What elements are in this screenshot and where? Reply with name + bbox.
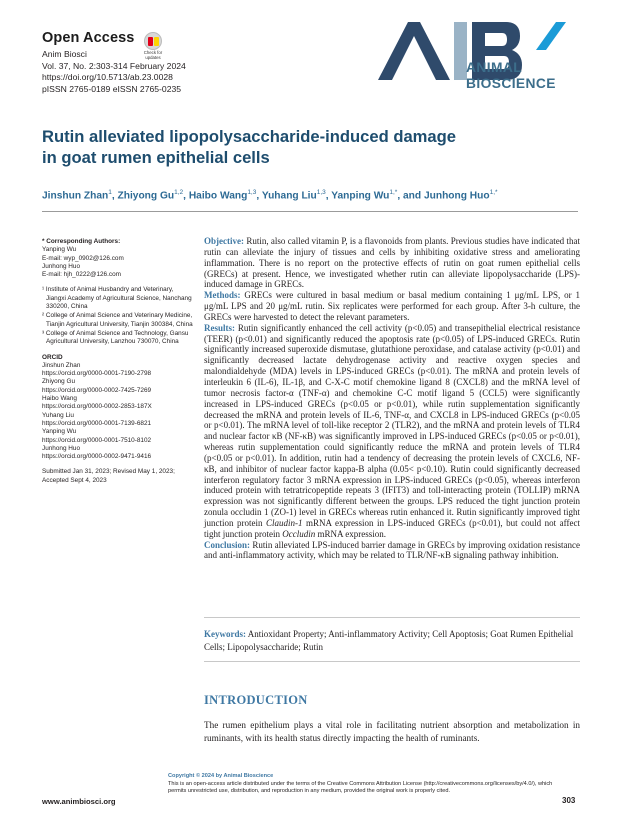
orcid-author: Zhiyong Gu [42, 378, 76, 386]
crossmark-icon [144, 32, 162, 50]
results-text: Rutin significantly enhanced the cell activity (p<0.05) and transepithelial electrical resistance (TEER) (p<0.01) and significantly reduced the apoptosis rate (p<0.05) of LPS-induced GRECs. Rutin significantly increased superoxide dismutase, glutathione peroxidase, and catalase activity (p<0.01) and significantly decreased lactate dehydrogenase activity and reactive oxygen species and malondialdehyde (MDA) levels in LPS-induced GRECs (p<0.01). The mRNA and protein levels of interleukin 6 (IL-6), IL-1β, and C-X-C motif chemokine ligand 8 (CXCL8) and the mRNA level of tumor necrosis factor-α (TNF-α) and chemokine C-C motif ligand 5 (CCL5) were significantly increased in LPS-induced GRECs (p<0.05 or p<0.01), while rutin supplementation significantly decreased the mRNA and protein levels of IL-6, TNF-α, and CXCL8 in LPS-induced GRECs (p<0.05 or p<0.01). The mRNA level of toll-like receptor 2 (TLR2), and the mRNA and protein levels of TLR4 and nuclear factor κB (NF-κB) was significantly improved in LPS-induced GRECs (p<0.05 or p<0.01), whereas rutin supplementation could significantly reduce the mRNA and protein levels of TLR4 (p<0.05 or p<0.01). In addition, rutin had a tendency of decreasing the protein levels of CXCL6, NF-κB, and inhibitor of nuclear factor kappa-B alpha (0.05< p<0.10). Rutin could significantly decreased interferon regulatory factor 3 mRNA expression in LPS-induced GRECs (p<0.05), whereas interferon induced protein with tetratricopeptide repeats 3 (IFIT3) and toll-interacting protein (TOLLIP) mRNA expression was not significantly different between the groups. LPS reduced the tight junction protein zonula occludin 1 (ZO-1) level in GRECs whereas rutin enhanced it. Rutin significantly improved tight junction protein [204, 322, 581, 528]
keywords-label: Keywords: [204, 629, 246, 639]
footer-license [168, 773, 558, 796]
logo-a-shape [378, 22, 450, 80]
conclusion-label: Conclusion: [204, 539, 251, 550]
author-name: Zhiyong Gu [117, 190, 175, 202]
orcid-link[interactable]: https://orcid.org/0000-0001-7510-8102 [42, 436, 152, 444]
corr-heading: * Corresponding Authors: [42, 238, 121, 245]
author-name: Jinshun Zhan [42, 190, 109, 202]
orcid-author: Haibo Wang [42, 395, 77, 403]
introduction-heading: INTRODUCTION [204, 693, 308, 707]
orcid-link[interactable]: https://orcid.org/0000-0001-7139-6821 [42, 419, 152, 427]
orcid-author: Yuhang Liu [42, 411, 74, 419]
sidebar-info [42, 238, 194, 485]
corr-line: Junhong Huo [42, 262, 81, 270]
author-name: Yanping Wu [331, 190, 390, 202]
license-text: This is an open-access article distributed under the terms of the Creative Commons Attribution License (http://creativecommons.org/licenses/by/4.0/), which permits unrestricted use, distribution, and reproduction in any medium, provided the original work is properly cited. [168, 780, 553, 794]
results-gene-claudin: Claudin-1 [266, 517, 303, 528]
orcid-author: Jinshun Zhan [42, 361, 81, 369]
volume-info: Vol. 37, No. 2:303-314 February 2024 [42, 60, 186, 71]
results-text-mid: mRNA expression in LPS-induced GRECs (p<0.01), but could not affect tight junction protein [204, 517, 580, 539]
author-list: Jinshun Zhan$^1$, Zhiyong Gu$^{1,2}$, Haibo Wang$^{1,3}$, Yuhang Liu$^{1,3}$, Yanping $Wu^{1,*}$, and Junhong Huo$^{1,*}$ [42, 189, 498, 202]
abstract-conclusion [204, 540, 580, 562]
affiliation-item: ³ College of Animal Science and Technology, Gansu Agricultural University, Lanzhou 730070, China [42, 329, 189, 346]
orcid-author: Junhong Huo [42, 444, 81, 452]
issn-info: pISSN 2765-0189 eISSN 2765-0235 [42, 83, 182, 94]
orcid-heading: ORCID [42, 353, 63, 361]
check-updates-caption: Check for updates [143, 50, 163, 60]
logo-slash [536, 22, 566, 50]
author-affil: 1,* [489, 189, 498, 196]
page-number: 303 [562, 796, 576, 805]
author-affil: 1,3 [316, 189, 326, 196]
orcid-author: Yanping Wu [42, 428, 77, 436]
keywords [204, 628, 580, 653]
author-name: Yuhang Liu [261, 190, 317, 202]
abstract-objective [204, 236, 580, 290]
orcid-link[interactable]: https://orcid.org/0000-0002-9471-9416 [42, 453, 152, 461]
introduction-text: The rumen epithelium plays a vital role in facilitating nutrient absorption and metabolization in ruminants, with its health status directly impacting the health of ruminants. [204, 720, 580, 744]
corr-email[interactable]: E-mail: hjh_0222@126.com [42, 271, 121, 279]
author-name: Junhong Huo [423, 190, 490, 202]
logo-text [466, 60, 556, 92]
corr-email[interactable]: E-mail: wyp_0902@126.com [42, 254, 124, 262]
author-affil: 1 [108, 189, 112, 196]
keywords-text: Antioxidant Property; Anti-inflammatory Activity; Cell Apoptosis; Goat Rumen Epithelial Cells; Lipopolysaccharide; Rutin [204, 629, 574, 652]
footer-url[interactable]: www.animbiosci.org [42, 797, 116, 806]
author-affil: 1,* [389, 189, 398, 196]
abstract-results [204, 323, 580, 540]
affiliations [42, 286, 194, 346]
author-affil: 1,2 [174, 189, 184, 196]
logo-text-line1: ANIMAL [466, 60, 523, 75]
keywords-divider [204, 661, 580, 662]
author-name: Haibo Wang [188, 190, 248, 202]
doi-link[interactable]: https://doi.org/10.5713/ab.23.0028 [42, 72, 173, 83]
objective-label: Objective: [204, 236, 244, 246]
corr-line: Yanping Wu [42, 246, 77, 254]
results-label: Results: [204, 322, 235, 333]
orcid-block [42, 354, 194, 462]
affiliation-item: ² College of Animal Science and Veterinary Medicine, Tianjin Agricultural University, Tianjin 300384, China [42, 312, 193, 328]
orcid-link[interactable]: https://orcid.org/0000-0002-2853-187X [42, 403, 152, 411]
methods-text: GRECs were cultured in basal medium or basal medium containing 1 μg/mL LPS, or 1 μg/mL LPS and 20 μg/mL rutin. Six replicates were performed for each group. After 3-h culture, the GRECs were harvested to detect the relevant parameters. [204, 290, 580, 322]
open-access-label: Open Access [42, 30, 135, 46]
results-text-end: mRNA expression. [315, 528, 386, 539]
submission-dates: Submitted Jan 31, 2023; Revised May 1, 2023; Accepted Sept 4, 2023 [42, 468, 175, 484]
abstract-divider [204, 617, 580, 618]
conclusion-text: Rutin alleviated LPS-induced barrier damage in GRECs by improving oxidation resistance and anti-inflammatory activity, which may be related to TLR/NF-κB signaling pathway inhibition. [204, 539, 580, 561]
results-gene-occludin: Occludin [282, 528, 316, 539]
check-for-updates-badge[interactable] [140, 32, 166, 62]
copyright-line: Copyright © 2024 by Animal Bioscience [168, 773, 274, 779]
title-line-2: in goat rumen epithelial cells [42, 148, 270, 167]
objective-text: Rutin, also called vitamin P, is a flavonoids from plants. Previous studies have indicated that rutin can alleviate the injury of tissues and cells by inhibiting oxidative stress and ameliorating inflammation. There is no report on the protective effects of rutin on goat rumen epithelial cells (GRECs) at present. Hence, we investigated whether rutin can alleviate lipopolysaccharide (LPS)-induced damage in GRECs. [204, 236, 581, 290]
methods-label: Methods: [204, 290, 241, 301]
corresponding-authors [42, 238, 194, 279]
abstract-methods [204, 290, 580, 323]
affiliation-item: ¹ Institute of Animal Husbandry and Veterinary, Jiangxi Academy of Agricultural Science, Nanchang 330200, China [42, 286, 192, 311]
abstract [204, 236, 580, 561]
orcid-link[interactable]: https://orcid.org/0000-0001-7190-2798 [42, 370, 152, 378]
author-affil: 1,3 [247, 189, 257, 196]
article-title [42, 126, 582, 168]
journal-name: Anim Biosci [42, 49, 87, 59]
title-divider [42, 211, 578, 212]
title-line-1: Rutin alleviated lipopolysaccharide-induced damage [42, 127, 457, 146]
logo-text-line2: BIOSCIENCE [466, 76, 556, 91]
orcid-link[interactable]: https://orcid.org/0000-0002-7425-7269 [42, 386, 152, 394]
